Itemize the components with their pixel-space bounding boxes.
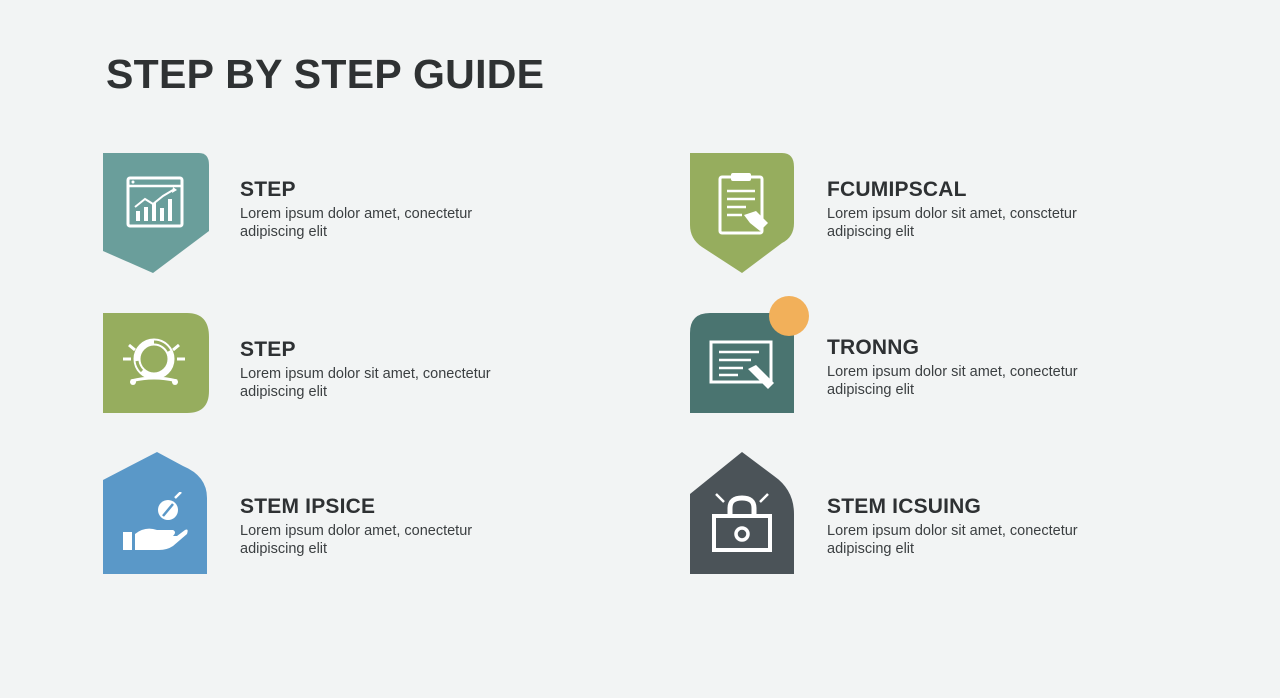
step-card-3 (103, 313, 623, 437)
chart-monitor-icon (125, 175, 185, 231)
step-text (240, 494, 610, 558)
step-description: Lorem ipsum dolor amet, conectetur adipiscing elit (240, 523, 473, 557)
step-text (827, 494, 1197, 558)
step-title: STEP (240, 178, 296, 201)
step-title: STEP (240, 338, 296, 361)
step-description: Lorem ipsum dolor sit amet, conectetur adipiscing elit (827, 523, 1078, 557)
gear-target-icon (121, 335, 187, 391)
step-title: STEM ICSUING (827, 495, 982, 518)
step-title: TRONNG (827, 336, 920, 359)
step-description: Lorem ipsum dolor sit amet, conectetur adipiscing elit (827, 364, 1078, 398)
step-card-5 (103, 452, 623, 576)
step-card-4 (690, 297, 1210, 421)
clipboard-hand-icon (716, 171, 772, 237)
step-title: STEM IPSICE (240, 495, 376, 518)
document-pen-icon (708, 339, 778, 395)
page-title: STEP BY STEP GUIDE (106, 51, 545, 97)
step-description: Lorem ipsum dolor amet, conectetur adipiscing elit (240, 206, 473, 240)
step-card-2 (690, 153, 1210, 277)
step-text (240, 177, 610, 241)
step-card-6 (690, 452, 1210, 576)
step-description: Lorem ipsum dolor sit amet, conectetur adipiscing elit (240, 366, 491, 400)
step-card-1 (103, 153, 623, 277)
step-description: Lorem ipsum dolor sit amet, consctetur adipiscing elit (827, 206, 1077, 240)
step-text (827, 335, 1197, 399)
step-text (827, 177, 1197, 241)
lock-box-icon (710, 490, 774, 556)
step-text (240, 337, 610, 401)
step-title: FCUMIPSCAL (827, 178, 967, 201)
orange-dot-icon (769, 296, 809, 336)
hand-coin-icon (121, 492, 191, 554)
